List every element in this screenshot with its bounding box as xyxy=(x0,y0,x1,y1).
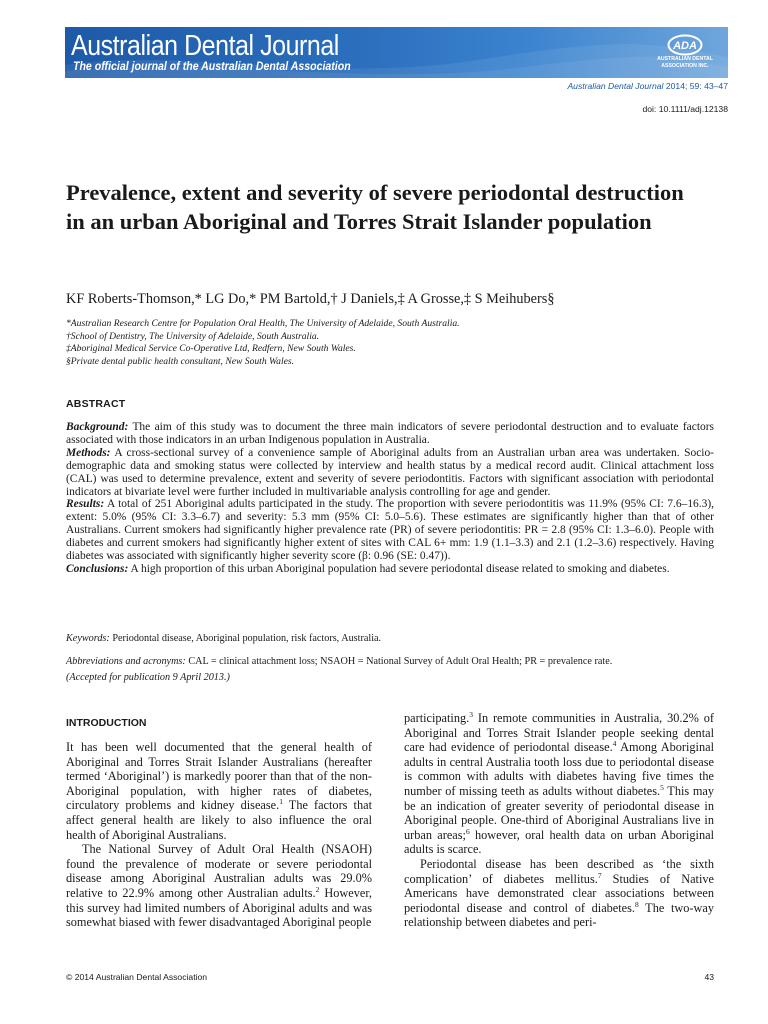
author-list: KF Roberts-Thomson,* LG Do,* PM Bartold,† J Daniels,‡ A Grosse,‡ S Meihubers§ xyxy=(66,291,555,307)
journal-title: Australian Dental Journal xyxy=(71,30,339,62)
footer-copyright: © 2014 Australian Dental Association xyxy=(66,972,208,982)
doi[interactable]: doi: 10.1111/adj.12138 xyxy=(642,104,728,114)
ada-logo-caption: AUSTRALIAN DENTAL ASSOCIATION INC. xyxy=(657,56,713,69)
affiliation-2: †School of Dentistry, The University of Adelaide, South Australia. xyxy=(66,330,320,342)
background-text: The aim of this study was to document the three main indicators of severe periodontal destruction and to evaluate factors associated with those indicators in an urban Indigenous population in Australia. xyxy=(66,421,714,446)
abbreviations-text: CAL = clinical attachment loss; NSAOH = National Survey of Adult Oral Health; PR = prevalence rate. xyxy=(185,656,613,667)
text-run: Studies of Native Americans have demonstrated clear associations between periodontal disease and control of diabetes. xyxy=(404,871,714,915)
affiliation-3: ‡Aboriginal Medical Service Co-Operative Ltd, Redfern, New South Wales. xyxy=(66,343,356,354)
text-run: Among Aboriginal adults in central Australia tooth loss due to periodontal disease is common with adults with diabetes having five times the number of missing teeth as adults without diabetes. xyxy=(404,740,714,798)
journal-subtitle: The official journal of the Australian Dental Association xyxy=(73,61,351,73)
methods-label: Methods: xyxy=(66,446,111,459)
ada-logo-letters: ADA xyxy=(673,40,697,52)
journal-banner xyxy=(65,27,728,78)
reference-6[interactable]: 6 xyxy=(465,826,470,836)
abstract-background xyxy=(66,421,714,447)
conclusions-label: Conclusions: xyxy=(66,562,129,575)
reference-4[interactable]: 4 xyxy=(612,739,617,749)
text-run: The National Survey of Adult Oral Health (NSAOH) found the prevalence of moderate or severe periodontal disease among Aboriginal Australian adults was 29.0% relative to 22.9% among other Australian adults. xyxy=(66,842,372,900)
keywords-label: Keywords: xyxy=(66,633,110,644)
abstract-body xyxy=(66,421,714,576)
affiliation-4: §Private dental public health consultant, New South Wales. xyxy=(66,355,295,367)
methods-text: A cross-sectional survey of a convenience sample of Aboriginal adults from an Australian urban area was undertaken. Socio-demographic data and smoking status were collected by interview and health status by a medical record audit. Clinical attachment loss (CAL) was used to determine prevalence, extent and severity of severe periodontitis. Factors with significant association with periodontal indicators at bivariate level were further included in multivariable analysis controlling for age and gender. xyxy=(66,446,714,498)
text-run: The factors that affect general health are likely to also influence the oral health of Aboriginal Australians. xyxy=(66,798,372,842)
text-run: In remote communities in Australia, 30.2% of Aboriginal and Torres Strait Islander people seeking dental care had evidence of periodontal disease. xyxy=(404,711,714,755)
results-text: A total of 251 Aboriginal adults participated in the study. The proportion with severe periodontitis was 11.9% (95% CI: 7.6–16.3), extent: 5.0% (95% CI: 3.3–6.7) and severity: 5.3 mm (95% CI: 5.0–5.6). These estimates are significantly higher than that of other Australians. Current smokers had significantly higher prevalence rate (PR) of severe periodontitis: PR = 2.8 (95% CI: 1.3–6.0). People with diabetes and current smokers had significantly higher extent of sites with CAL 6+ mm: 1.9 (1.1–3.3) and 2.1 (1.2–3.6) respectively. Having diabetes was associated with significantly higher severity score (β: 0.96 (SE: 0.47)). xyxy=(66,498,714,563)
conclusions-text: A high proportion of this urban Aboriginal population had severe periodontal disease related to smoking and diabetes. xyxy=(128,562,670,575)
accepted-date: (Accepted for publication 9 April 2013.) xyxy=(66,672,230,683)
body-column-left xyxy=(66,740,372,930)
abstract-conclusions xyxy=(66,563,714,576)
citation-volume: 2014; 59: 43–47 xyxy=(663,81,728,91)
background-label: Background: xyxy=(66,421,129,433)
intro-paragraph-2 xyxy=(66,842,372,930)
abstract-methods xyxy=(66,447,714,499)
keywords xyxy=(66,632,726,645)
text-run: participating. xyxy=(404,711,470,725)
ada-logo-icon xyxy=(667,34,703,56)
intro-paragraph-2-cont xyxy=(404,711,714,857)
intro-paragraph-1 xyxy=(66,740,372,842)
affiliation-1: *Australian Research Centre for Population Oral Health, The University of Adelaide, South Australia. xyxy=(66,318,460,329)
text-run: Periodontal disease has been described as ‘the sixth complication’ of diabetes mellitus. xyxy=(404,856,714,886)
keywords-text: Periodontal disease, Aboriginal population, risk factors, Australia. xyxy=(109,633,382,644)
abbreviations-label: Abbreviations and acronyms: xyxy=(66,656,186,667)
ada-logo xyxy=(654,34,716,74)
text-run: This may be an indication of greater severity of periodontal disease in Aboriginal people. One-third of Aboriginal Australians live in urban areas; xyxy=(404,783,714,842)
text-run: The two-way relationship between diabetes and peri- xyxy=(404,900,714,930)
article-title: Prevalence, extent and severity of severe periodontal destruction in an urban Aboriginal and Torres Strait Islander population xyxy=(66,180,684,234)
body-column-right xyxy=(404,711,714,930)
reference-5[interactable]: 5 xyxy=(660,782,664,792)
intro-paragraph-3 xyxy=(404,857,714,930)
reference-1[interactable]: 1 xyxy=(279,797,283,807)
abstract-results xyxy=(66,498,714,563)
reference-8[interactable]: 8 xyxy=(635,899,639,909)
reference-3[interactable]: 3 xyxy=(469,710,473,719)
abstract-heading: ABSTRACT xyxy=(66,398,126,410)
abbreviations xyxy=(66,655,726,668)
text-run: However, this survey had limited numbers of Aboriginal adults and was somewhat biased with fewer disadvantaged Aboriginal people xyxy=(66,885,372,930)
text-run: It has been well documented that the general health of Aboriginal and Torres Strait Islander Australians (hereafter termed ‘Aboriginal’) is markedly poorer than that of the non-Aboriginal population, with higher rates of diabetes, circulatory problems and kidney disease. xyxy=(66,740,372,813)
citation-journal: Australian Dental Journal xyxy=(567,81,664,91)
footer-page-number: 43 xyxy=(704,972,714,982)
reference-7[interactable]: 7 xyxy=(597,870,602,880)
results-label: Results: xyxy=(66,498,105,511)
text-run: however, oral health data on urban Aboriginal adults is scarce. xyxy=(404,827,714,857)
reference-2[interactable]: 2 xyxy=(315,884,320,894)
affiliations xyxy=(66,318,726,368)
introduction-heading: INTRODUCTION xyxy=(66,717,147,729)
citation-line xyxy=(567,81,728,91)
